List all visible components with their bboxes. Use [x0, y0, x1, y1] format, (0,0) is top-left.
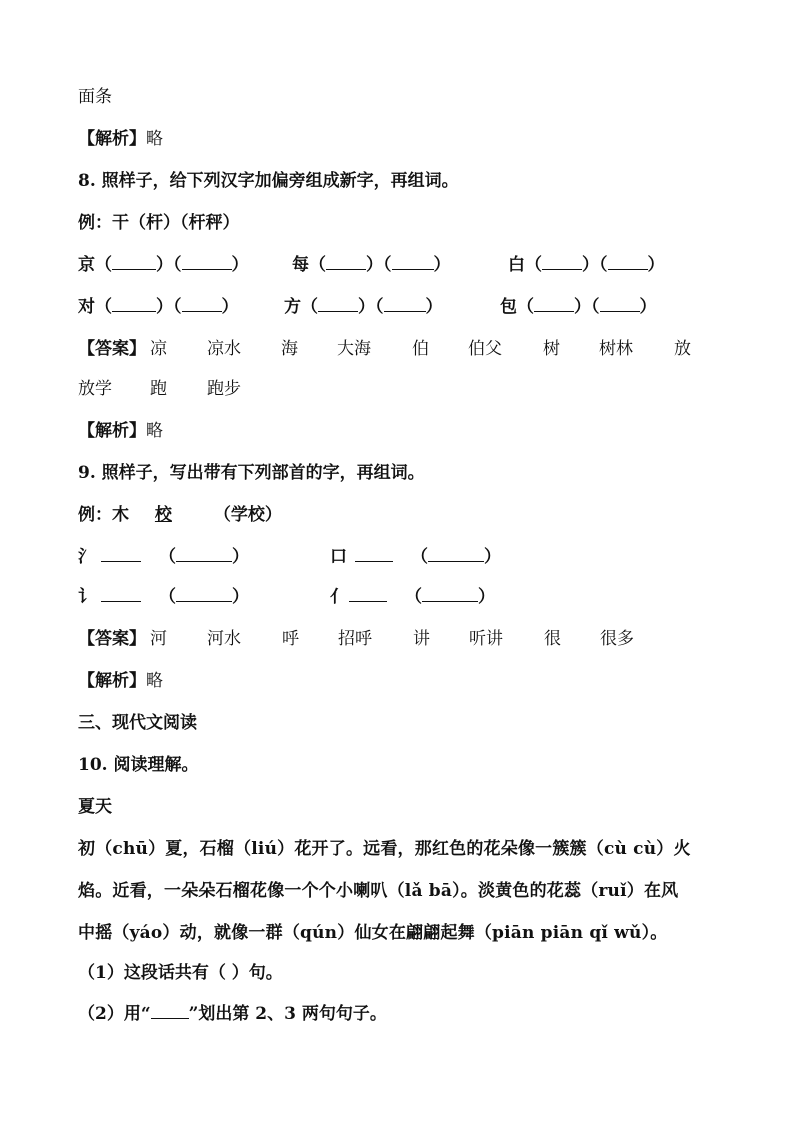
- q8-paren: ）: [433, 255, 451, 275]
- answer-item: 河水: [207, 629, 241, 649]
- answer-item: 讲: [413, 629, 430, 649]
- answer-item: 很: [544, 629, 561, 649]
- q8-paren: ）（: [582, 255, 608, 275]
- answer-blank[interactable]: [422, 586, 478, 602]
- q8-item-label: 方（: [284, 297, 318, 317]
- q10-sub2-suffix: ”划出第 2、3 两句句子。: [188, 1004, 387, 1024]
- passage-line-3: 中摇（yáo）动，就像一群（qún）仙女在翩翩起舞（piān piān qǐ wǔ）。: [78, 923, 668, 943]
- q8-paren: ）（: [156, 255, 182, 275]
- q8-item-label: 京（: [78, 255, 112, 275]
- q8-item-fang: [284, 296, 443, 318]
- q9-example-word: （学校）: [213, 505, 282, 525]
- q8-item-dui: [78, 296, 239, 318]
- answer-blank[interactable]: [428, 546, 484, 562]
- q10-sub2-prefix: （2）用“: [78, 1004, 151, 1024]
- answer-blank[interactable]: [112, 296, 156, 312]
- answer-blank[interactable]: [392, 254, 434, 270]
- q9-paren: （: [411, 547, 428, 567]
- q9-radical: 讠: [78, 587, 95, 607]
- q8-item-label: 对（: [78, 297, 112, 317]
- answer-blank[interactable]: [349, 586, 387, 602]
- analysis-text: 略: [146, 671, 163, 691]
- answer-blank[interactable]: [176, 586, 232, 602]
- analysis-line: [78, 128, 163, 150]
- answer-blank[interactable]: [318, 296, 358, 312]
- q8-item-jing: [78, 254, 249, 276]
- answer-item: 海: [281, 339, 298, 359]
- q9-title: 9. 照样子，写出带有下列部首的字，再组词。: [78, 463, 425, 483]
- analysis-line: [78, 420, 163, 442]
- q9-answer-label-line: [78, 628, 146, 650]
- analysis-line: [78, 670, 163, 692]
- answer-blank[interactable]: [542, 254, 582, 270]
- q9-radical: 亻: [330, 587, 347, 607]
- q9-paren: （: [405, 587, 422, 607]
- answer-label: 【答案】: [78, 629, 146, 649]
- answer-item: 大海: [337, 339, 371, 359]
- q8-item-bai: [508, 254, 665, 276]
- answer-item: 河: [150, 629, 167, 649]
- q10-sub2: [78, 1003, 387, 1025]
- answer-item: 很多: [600, 629, 634, 649]
- answer-blank[interactable]: [326, 254, 366, 270]
- analysis-label: 【解析】: [78, 129, 146, 149]
- answer-blank[interactable]: [176, 546, 232, 562]
- passage-title: 夏天: [78, 797, 112, 817]
- q8-paren: ）（: [574, 297, 600, 317]
- q8-item-label: 包（: [500, 297, 534, 317]
- answer-item: 凉水: [207, 339, 241, 359]
- answer-blank[interactable]: [112, 254, 156, 270]
- q9-paren: ）: [232, 547, 249, 567]
- q9-radical: 口: [330, 547, 347, 567]
- answer-blank[interactable]: [101, 546, 141, 562]
- q9-paren: （: [159, 587, 176, 607]
- q9-item-mouth: [330, 546, 501, 568]
- passage-line-1: 初（chū）夏，石榴（liú）花开了。远看，那红色的花朵像一簇簇（cù cù）火: [78, 839, 691, 859]
- q8-item-bao: [500, 296, 657, 318]
- q8-paren: ）: [221, 297, 239, 317]
- q9-item-speech: [78, 586, 249, 608]
- answer-item: 放: [674, 339, 691, 359]
- answer-blank[interactable]: [608, 254, 648, 270]
- q10-sub1: （1）这段话共有（ ）句。: [78, 963, 283, 983]
- q8-answer-label-line: [78, 338, 146, 360]
- answer-blank[interactable]: [384, 296, 426, 312]
- answer-blank[interactable]: [182, 296, 222, 312]
- q9-example-char: 校: [154, 505, 172, 525]
- answer-blank[interactable]: [182, 254, 232, 270]
- analysis-text: 略: [146, 421, 163, 441]
- underline-sample: [151, 1003, 189, 1019]
- q9-example: [78, 504, 282, 526]
- q8-paren: ）（: [366, 255, 392, 275]
- q9-item-water: [78, 546, 249, 568]
- q9-paren: ）: [478, 587, 495, 607]
- q9-radical: 氵: [78, 547, 95, 567]
- answer-blank[interactable]: [355, 546, 393, 562]
- analysis-text: 略: [146, 129, 163, 149]
- q9-paren: ）: [232, 587, 249, 607]
- answer-item: 放学: [78, 379, 112, 399]
- passage-line-2: 焰。近看，一朵朵石榴花像一个个小喇叭（lǎ bā）。淡黄色的花蕊（ruǐ）在风: [78, 881, 679, 901]
- q8-item-label: 每（: [292, 255, 326, 275]
- answer-label: 【答案】: [78, 339, 146, 359]
- q9-example-prefix: 例：木: [78, 505, 129, 525]
- q8-item-label: 白（: [508, 255, 542, 275]
- q9-paren: ）: [484, 547, 501, 567]
- answer-blank[interactable]: [600, 296, 640, 312]
- q10-title: 10. 阅读理解。: [78, 755, 199, 775]
- answer-item: 呼: [282, 629, 299, 649]
- q8-paren: ）: [639, 297, 657, 317]
- q9-paren: （: [159, 547, 176, 567]
- answer-item: 跑步: [207, 379, 241, 399]
- q8-paren: ）: [647, 255, 665, 275]
- q8-paren: ）（: [156, 297, 182, 317]
- answer-item: 凉: [150, 339, 167, 359]
- answer-item: 树: [543, 339, 560, 359]
- analysis-label: 【解析】: [78, 671, 146, 691]
- q8-example: 例：干（杆）（杆秤）: [78, 213, 240, 233]
- section-heading: 三、现代文阅读: [78, 713, 197, 733]
- q8-item-mei: [292, 254, 451, 276]
- answer-item: 伯: [412, 339, 429, 359]
- answer-blank[interactable]: [534, 296, 574, 312]
- q8-paren: ）（: [358, 297, 384, 317]
- analysis-label: 【解析】: [78, 421, 146, 441]
- answer-blank[interactable]: [101, 586, 141, 602]
- q8-paren: ）: [425, 297, 443, 317]
- q8-paren: ）: [231, 255, 249, 275]
- answer-item: 跑: [150, 379, 167, 399]
- answer-item: 伯父: [468, 339, 502, 359]
- answer-item: 树林: [599, 339, 633, 359]
- q8-title: 8. 照样子，给下列汉字加偏旁组成新字，再组词。: [78, 171, 459, 191]
- answer-item: 听讲: [469, 629, 503, 649]
- answer-item: 招呼: [338, 629, 372, 649]
- q9-item-person: [330, 586, 495, 608]
- answer-text-prev: 面条: [78, 87, 112, 107]
